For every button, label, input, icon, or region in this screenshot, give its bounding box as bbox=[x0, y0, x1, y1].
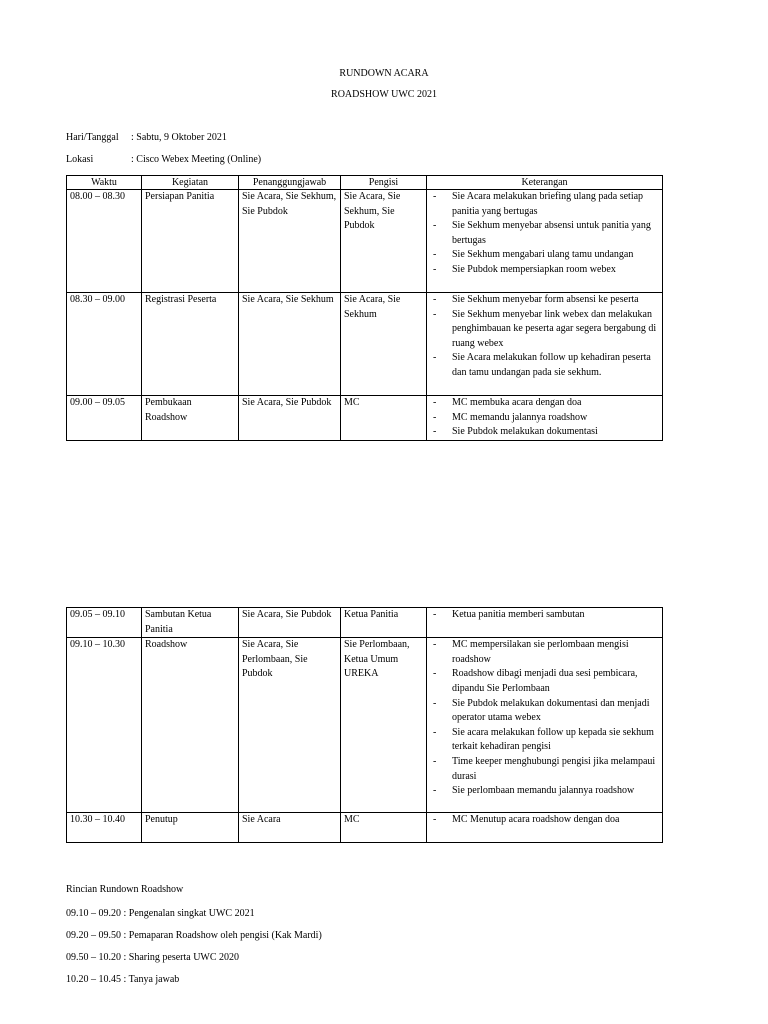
header-kegiatan: Kegiatan bbox=[142, 176, 239, 190]
cell-time: 09.10 – 10.30 bbox=[67, 638, 142, 813]
cell-activity: Pembukaan Roadshow bbox=[142, 396, 239, 441]
cell-speaker: Sie Acara, Sie Sekhum bbox=[341, 293, 427, 396]
note-item: - MC memandu jalannya roadshow bbox=[430, 411, 659, 426]
table-row bbox=[67, 190, 663, 293]
note-item: - Sie Pubdok melakukan dokumentasi bbox=[430, 425, 659, 440]
note-item: - Sie Sekhum menyebar link webex dan melakukan penghimbauan ke peserta agar segera bergabung di ruang webex bbox=[430, 308, 659, 352]
rundown-table-part-2 bbox=[66, 607, 663, 843]
table-row bbox=[67, 638, 663, 813]
note-item: - MC mempersilakan sie perlombaan mengisi roadshow bbox=[430, 638, 659, 667]
cell-time: 09.00 – 09.05 bbox=[67, 396, 142, 441]
rundown-table-part-1 bbox=[66, 175, 663, 441]
cell-activity: Roadshow bbox=[142, 638, 239, 813]
cell-speaker: MC bbox=[341, 396, 427, 441]
note-item: - Ketua panitia memberi sambutan bbox=[430, 608, 659, 623]
cell-notes bbox=[427, 396, 663, 441]
header-keterangan: Keterangan bbox=[427, 176, 663, 190]
location-line bbox=[66, 153, 261, 167]
document-title: RUNDOWN ACARA bbox=[339, 68, 429, 79]
table-row bbox=[67, 293, 663, 396]
date-value: : Sabtu, 9 Oktober 2021 bbox=[131, 132, 227, 143]
cell-pic: Sie Acara, Sie Sekhum, Sie Pubdok bbox=[239, 190, 341, 293]
table-row bbox=[67, 608, 663, 638]
table-header-row bbox=[67, 176, 663, 190]
cell-notes bbox=[427, 293, 663, 396]
cell-activity: Sambutan Ketua Panitia bbox=[142, 608, 239, 638]
note-item: - Sie acara melakukan follow up kepada sie sekhum terkait kehadiran pengisi bbox=[430, 726, 659, 755]
cell-activity: Registrasi Peserta bbox=[142, 293, 239, 396]
note-item: - MC membuka acara dengan doa bbox=[430, 396, 659, 411]
cell-pic: Sie Acara, Sie Pubdok bbox=[239, 396, 341, 441]
note-item: - Sie perlombaan memandu jalannya roadshow bbox=[430, 784, 659, 799]
details-item: 09.50 – 10.20 : Sharing peserta UWC 2020 bbox=[66, 952, 240, 963]
location-label: Lokasi bbox=[66, 154, 94, 165]
cell-pic: Sie Acara bbox=[239, 813, 341, 843]
header-waktu: Waktu bbox=[67, 176, 142, 190]
document-subtitle: ROADSHOW UWC 2021 bbox=[331, 89, 437, 100]
note-item: - Sie Acara melakukan follow up kehadiran peserta dan tamu undangan pada sie sekhum. bbox=[430, 351, 659, 380]
note-item: - MC Menutup acara roadshow dengan doa bbox=[430, 813, 659, 828]
cell-speaker: Sie Acara, Sie Sekhum, Sie Pubdok bbox=[341, 190, 427, 293]
header-pengisi: Pengisi bbox=[341, 176, 427, 190]
cell-notes bbox=[427, 608, 663, 638]
cell-notes bbox=[427, 190, 663, 293]
cell-time: 10.30 – 10.40 bbox=[67, 813, 142, 843]
details-title: Rincian Rundown Roadshow bbox=[66, 884, 184, 895]
date-line bbox=[66, 131, 227, 145]
note-item: - Sie Sekhum mengabari ulang tamu undangan bbox=[430, 248, 659, 263]
cell-pic: Sie Acara, Sie Pubdok bbox=[239, 608, 341, 638]
cell-pic: Sie Acara, Sie Sekhum bbox=[239, 293, 341, 396]
cell-notes bbox=[427, 813, 663, 843]
details-item: 09.20 – 09.50 : Pemaparan Roadshow oleh pengisi (Kak Mardi) bbox=[66, 930, 322, 941]
cell-speaker: Sie Perlombaan, Ketua Umum UREKA bbox=[341, 638, 427, 813]
details-item: 09.10 – 09.20 : Pengenalan singkat UWC 2021 bbox=[66, 908, 255, 919]
date-label: Hari/Tanggal bbox=[66, 132, 119, 143]
note-item: - Sie Pubdok mempersiapkan room webex bbox=[430, 263, 659, 278]
cell-speaker: Ketua Panitia bbox=[341, 608, 427, 638]
cell-time: 08.30 – 09.00 bbox=[67, 293, 142, 396]
note-item: - Sie Sekhum menyebar absensi untuk panitia yang bertugas bbox=[430, 219, 659, 248]
details-item: 10.20 – 10.45 : Tanya jawab bbox=[66, 974, 180, 985]
cell-time: 08.00 – 08.30 bbox=[67, 190, 142, 293]
note-item: - Sie Acara melakukan briefing ulang pada setiap panitia yang bertugas bbox=[430, 190, 659, 219]
header-penanggungjawab: Penanggungjawab bbox=[239, 176, 341, 190]
note-item: - Time keeper menghubungi pengisi jika melampaui durasi bbox=[430, 755, 659, 784]
note-item: - Sie Pubdok melakukan dokumentasi dan menjadi operator utama webex bbox=[430, 697, 659, 726]
cell-time: 09.05 – 09.10 bbox=[67, 608, 142, 638]
note-item: - Sie Sekhum menyebar form absensi ke peserta bbox=[430, 293, 659, 308]
cell-pic: Sie Acara, Sie Perlombaan, Sie Pubdok bbox=[239, 638, 341, 813]
cell-activity: Penutup bbox=[142, 813, 239, 843]
cell-activity: Persiapan Panitia bbox=[142, 190, 239, 293]
table-row bbox=[67, 813, 663, 843]
location-value: : Cisco Webex Meeting (Online) bbox=[131, 154, 262, 165]
table-row bbox=[67, 396, 663, 441]
cell-speaker: MC bbox=[341, 813, 427, 843]
note-item: - Roadshow dibagi menjadi dua sesi pembicara, dipandu Sie Perlombaan bbox=[430, 667, 659, 696]
cell-notes bbox=[427, 638, 663, 813]
